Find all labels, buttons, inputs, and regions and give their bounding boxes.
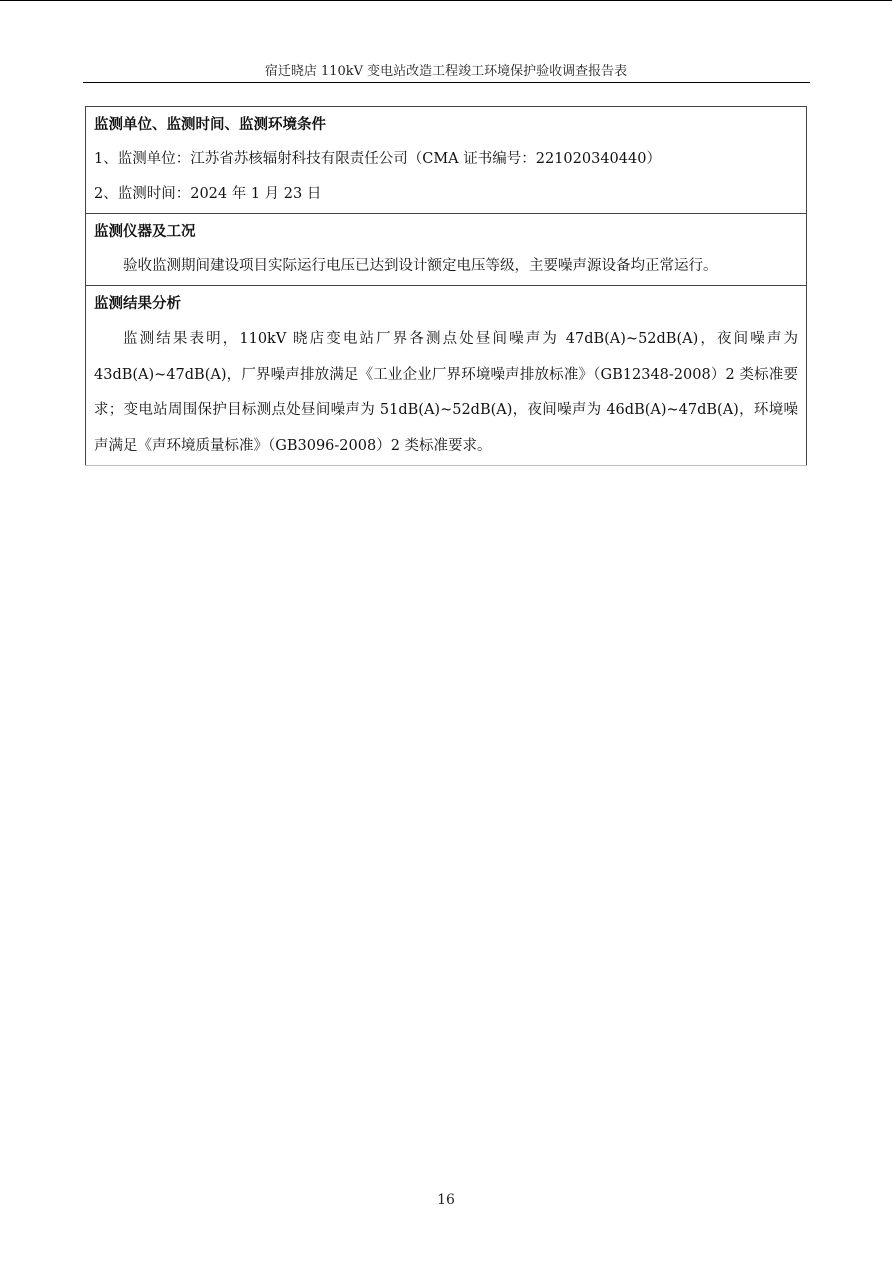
section-results [86, 286, 807, 466]
results-heading: 监测结果分析 [94, 296, 181, 312]
monitoring-time-line: 2、监测时间：2024 年 1 月 23 日 [94, 186, 322, 202]
results-paragraph: 监测结果表明，110kV 晓店变电站厂界各测点处昼间噪声为 47dB(A)~52dB(A)，夜间噪声为 43dB(A)~47dB(A)，厂界噪声排放满足《工业企业厂界环境噪声排放标准》（GB12348-2008）2 类标准要求；变电站周围保护目标测点处昼间噪声为 51dB(A)~52dB(A)，夜间噪声为 46dB(A)~47dB(A)，环境噪声满足《声环境质量标准》（GB3096-2008）2 类标准要求。 [94, 331, 798, 454]
instruments-text: 验收监测期间建设项目实际运行电压已达到设计额定电压等级，主要噪声源设备均正常运行。 [123, 258, 718, 274]
monitoring-unit-line: 1、监测单位：江苏省苏核辐射科技有限责任公司（CMA 证书编号：221020340440） [94, 151, 661, 167]
instruments-heading: 监测仪器及工况 [94, 224, 196, 240]
section-instruments [86, 214, 807, 286]
report-table [85, 106, 807, 466]
monitoring-info-heading: 监测单位、监测时间、监测环境条件 [94, 117, 326, 133]
running-header-title: 宿迁晓店 110kV 变电站改造工程竣工环境保护验收调查报告表 [264, 64, 628, 79]
header-rule [83, 82, 810, 83]
page-top-border [0, 0, 892, 1]
section-monitoring-info [86, 107, 807, 214]
page-number: 16 [437, 1192, 455, 1208]
